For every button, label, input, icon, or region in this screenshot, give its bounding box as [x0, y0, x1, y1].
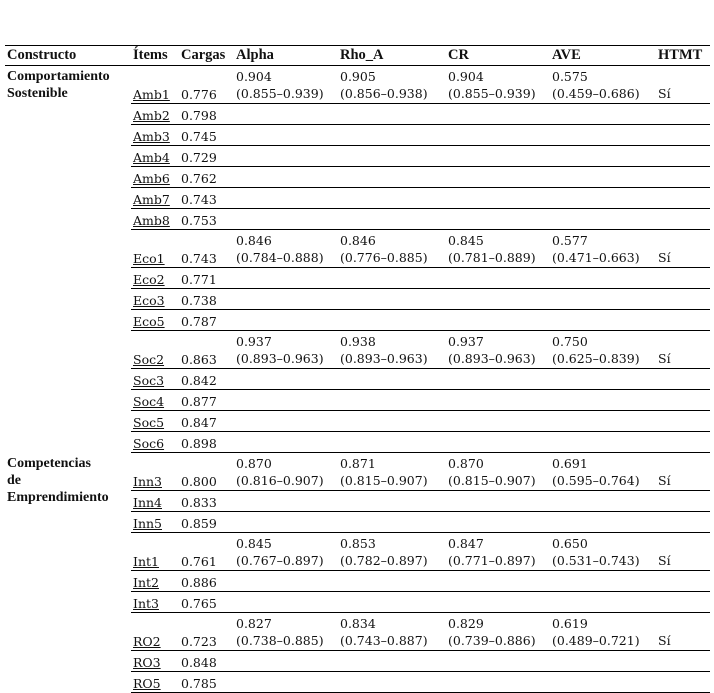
item-loading: 0.785	[179, 672, 234, 693]
stat-value: 0.937	[448, 334, 484, 349]
item-code: Amb4	[131, 146, 179, 167]
stat-ave	[550, 66, 656, 104]
stat-value: 0.871	[340, 456, 376, 471]
item-code: Eco5	[131, 310, 179, 331]
item-loading: 0.863	[179, 331, 234, 369]
empty-cell	[234, 571, 338, 592]
item-code: RO5	[131, 672, 179, 693]
stat-value: 0.845	[448, 233, 484, 248]
empty-cell	[234, 125, 338, 146]
item-code: Eco2	[131, 268, 179, 289]
item-code: Int1	[131, 533, 179, 571]
empty-cell	[234, 268, 338, 289]
empty-cell	[446, 209, 550, 230]
empty-cell	[338, 125, 446, 146]
item-loading: 0.745	[179, 125, 234, 146]
item-code: Amb2	[131, 104, 179, 125]
empty-cell	[338, 390, 446, 411]
empty-cell	[338, 592, 446, 613]
empty-cell	[550, 369, 656, 390]
empty-cell	[338, 571, 446, 592]
empty-cell	[446, 651, 550, 672]
stat-value: 0.853	[340, 536, 376, 551]
empty-cell	[656, 310, 710, 331]
table-row	[5, 453, 710, 491]
stat-interval: (0.767–0.897)	[236, 553, 324, 568]
empty-cell	[338, 512, 446, 533]
header-row	[5, 46, 710, 66]
construct-name-line: de	[7, 472, 21, 488]
stat-cr	[446, 613, 550, 651]
item-code: Int2	[131, 571, 179, 592]
empty-cell	[234, 672, 338, 693]
empty-cell	[446, 268, 550, 289]
empty-cell	[550, 411, 656, 432]
htmt-value: Sí	[656, 533, 710, 571]
empty-cell	[550, 209, 656, 230]
empty-cell	[446, 491, 550, 512]
stat-interval: (0.815–0.907)	[340, 473, 428, 488]
stat-interval: (0.776–0.885)	[340, 250, 428, 265]
item-code: Inn3	[131, 453, 179, 491]
empty-cell	[234, 146, 338, 167]
empty-cell	[656, 432, 710, 453]
empty-cell	[234, 369, 338, 390]
empty-cell	[446, 592, 550, 613]
stat-interval: (0.815–0.907)	[448, 473, 536, 488]
stat-cr	[446, 533, 550, 571]
construct-name-line: Emprendimiento	[7, 489, 109, 505]
empty-cell	[656, 651, 710, 672]
empty-cell	[446, 289, 550, 310]
header-ave: AVE	[550, 46, 656, 66]
item-loading: 0.765	[179, 592, 234, 613]
empty-cell	[446, 512, 550, 533]
empty-cell	[656, 672, 710, 693]
empty-cell	[234, 592, 338, 613]
stat-value: 0.619	[552, 616, 588, 631]
stat-interval: (0.739–0.886)	[448, 633, 536, 648]
item-code: Amb1	[131, 66, 179, 104]
stat-rho-a	[338, 613, 446, 651]
item-code: Eco3	[131, 289, 179, 310]
empty-cell	[338, 432, 446, 453]
item-code: Inn4	[131, 491, 179, 512]
stat-interval: (0.531–0.743)	[552, 553, 640, 568]
stat-value: 0.847	[448, 536, 484, 551]
empty-cell	[446, 104, 550, 125]
item-loading: 0.848	[179, 651, 234, 672]
htmt-value: Sí	[656, 331, 710, 369]
stat-ave	[550, 331, 656, 369]
empty-cell	[338, 310, 446, 331]
measurement-model-table	[5, 45, 710, 693]
empty-cell	[234, 411, 338, 432]
item-code: Soc2	[131, 331, 179, 369]
empty-cell	[234, 188, 338, 209]
empty-cell	[446, 125, 550, 146]
stat-cr	[446, 453, 550, 491]
stat-interval: (0.471–0.663)	[552, 250, 640, 265]
stat-interval: (0.743–0.887)	[340, 633, 428, 648]
empty-cell	[446, 188, 550, 209]
empty-cell	[234, 491, 338, 512]
empty-cell	[446, 310, 550, 331]
empty-cell	[550, 592, 656, 613]
htmt-value: Sí	[656, 613, 710, 651]
item-loading: 0.776	[179, 66, 234, 104]
empty-cell	[550, 167, 656, 188]
construct-name-line: Sostenible	[7, 86, 68, 101]
empty-cell	[234, 209, 338, 230]
empty-cell	[656, 125, 710, 146]
header-items: Ítems	[131, 46, 179, 66]
empty-cell	[446, 672, 550, 693]
empty-cell	[446, 369, 550, 390]
stat-interval: (0.625–0.839)	[552, 351, 640, 366]
header-cr: CR	[446, 46, 550, 66]
item-loading: 0.800	[179, 453, 234, 491]
stat-interval: (0.738–0.885)	[236, 633, 324, 648]
empty-cell	[656, 104, 710, 125]
header-constructo: Constructo	[5, 46, 131, 66]
empty-cell	[446, 432, 550, 453]
stat-alpha	[234, 230, 338, 268]
stat-cr	[446, 331, 550, 369]
stat-ave	[550, 613, 656, 651]
stat-alpha	[234, 533, 338, 571]
empty-cell	[656, 491, 710, 512]
stat-interval: (0.459–0.686)	[552, 86, 640, 101]
stat-interval: (0.782–0.897)	[340, 553, 428, 568]
item-loading: 0.833	[179, 491, 234, 512]
empty-cell	[234, 432, 338, 453]
empty-cell	[338, 104, 446, 125]
empty-cell	[656, 411, 710, 432]
item-code: Soc4	[131, 390, 179, 411]
stat-interval: (0.855–0.939)	[448, 86, 536, 101]
item-loading: 0.738	[179, 289, 234, 310]
item-loading: 0.859	[179, 512, 234, 533]
stat-value: 0.905	[340, 69, 376, 84]
stat-value: 0.691	[552, 456, 588, 471]
empty-cell	[656, 512, 710, 533]
empty-cell	[338, 167, 446, 188]
empty-cell	[550, 310, 656, 331]
stat-value: 0.904	[236, 69, 272, 84]
item-loading: 0.842	[179, 369, 234, 390]
empty-cell	[338, 491, 446, 512]
empty-cell	[656, 390, 710, 411]
htmt-value: Sí	[656, 66, 710, 104]
htmt-value: Sí	[656, 230, 710, 268]
item-loading: 0.877	[179, 390, 234, 411]
empty-cell	[446, 146, 550, 167]
item-loading: 0.743	[179, 188, 234, 209]
empty-cell	[234, 104, 338, 125]
empty-cell	[234, 390, 338, 411]
empty-cell	[446, 411, 550, 432]
empty-cell	[656, 268, 710, 289]
empty-cell	[550, 672, 656, 693]
empty-cell	[550, 146, 656, 167]
empty-cell	[338, 411, 446, 432]
stat-rho-a	[338, 533, 446, 571]
stat-rho-a	[338, 331, 446, 369]
empty-cell	[446, 571, 550, 592]
stat-alpha	[234, 66, 338, 104]
stat-value: 0.577	[552, 233, 588, 248]
item-loading: 0.753	[179, 209, 234, 230]
header-htmt: HTMT	[656, 46, 710, 66]
construct-name-line: Competencias	[7, 455, 91, 471]
empty-cell	[234, 167, 338, 188]
empty-cell	[338, 672, 446, 693]
empty-cell	[550, 188, 656, 209]
empty-cell	[234, 289, 338, 310]
empty-cell	[656, 146, 710, 167]
empty-cell	[338, 289, 446, 310]
stat-rho-a	[338, 453, 446, 491]
empty-cell	[550, 125, 656, 146]
stat-ave	[550, 453, 656, 491]
empty-cell	[550, 390, 656, 411]
stat-value: 0.870	[448, 456, 484, 471]
item-loading: 0.798	[179, 104, 234, 125]
stat-alpha	[234, 613, 338, 651]
empty-cell	[656, 167, 710, 188]
table-body	[5, 66, 710, 693]
stat-interval: (0.784–0.888)	[236, 250, 324, 265]
stat-interval: (0.893–0.963)	[340, 351, 428, 366]
empty-cell	[338, 369, 446, 390]
item-code: Amb7	[131, 188, 179, 209]
item-code: RO2	[131, 613, 179, 651]
item-code: Eco1	[131, 230, 179, 268]
empty-cell	[656, 369, 710, 390]
construct-name-line: Comportamiento	[7, 69, 110, 84]
stat-value: 0.938	[340, 334, 376, 349]
item-code: Soc3	[131, 369, 179, 390]
stat-interval: (0.781–0.889)	[448, 250, 536, 265]
item-code: RO3	[131, 651, 179, 672]
stat-value: 0.834	[340, 616, 376, 631]
stat-value: 0.870	[236, 456, 272, 471]
stat-value: 0.937	[236, 334, 272, 349]
empty-cell	[656, 188, 710, 209]
empty-cell	[656, 592, 710, 613]
empty-cell	[550, 268, 656, 289]
item-loading: 0.723	[179, 613, 234, 651]
empty-cell	[234, 310, 338, 331]
empty-cell	[338, 651, 446, 672]
item-loading: 0.771	[179, 268, 234, 289]
stat-interval: (0.489–0.721)	[552, 633, 640, 648]
stat-alpha	[234, 331, 338, 369]
stat-interval: (0.856–0.938)	[340, 86, 428, 101]
stat-cr	[446, 230, 550, 268]
stat-alpha	[234, 453, 338, 491]
stat-interval: (0.893–0.963)	[236, 351, 324, 366]
empty-cell	[656, 289, 710, 310]
stat-value: 0.650	[552, 536, 588, 551]
item-code: Int3	[131, 592, 179, 613]
item-code: Inn5	[131, 512, 179, 533]
empty-cell	[550, 432, 656, 453]
stat-value: 0.827	[236, 616, 272, 631]
empty-cell	[338, 268, 446, 289]
header-alpha: Alpha	[234, 46, 338, 66]
stat-ave	[550, 230, 656, 268]
empty-cell	[550, 491, 656, 512]
item-loading: 0.729	[179, 146, 234, 167]
item-loading: 0.762	[179, 167, 234, 188]
item-code: Amb8	[131, 209, 179, 230]
stat-value: 0.575	[552, 69, 588, 84]
item-loading: 0.898	[179, 432, 234, 453]
empty-cell	[234, 512, 338, 533]
item-loading: 0.787	[179, 310, 234, 331]
stat-interval: (0.771–0.897)	[448, 553, 536, 568]
item-loading: 0.761	[179, 533, 234, 571]
empty-cell	[550, 289, 656, 310]
empty-cell	[550, 104, 656, 125]
empty-cell	[338, 146, 446, 167]
stat-value: 0.846	[340, 233, 376, 248]
empty-cell	[550, 512, 656, 533]
empty-cell	[656, 571, 710, 592]
stat-interval: (0.855–0.939)	[236, 86, 324, 101]
item-code: Soc6	[131, 432, 179, 453]
stat-ave	[550, 533, 656, 571]
empty-cell	[656, 209, 710, 230]
empty-cell	[338, 188, 446, 209]
construct-name	[5, 66, 131, 453]
item-loading: 0.743	[179, 230, 234, 268]
stat-value: 0.829	[448, 616, 484, 631]
item-code: Amb3	[131, 125, 179, 146]
empty-cell	[446, 167, 550, 188]
item-loading: 0.886	[179, 571, 234, 592]
stat-interval: (0.595–0.764)	[552, 473, 640, 488]
item-code: Soc5	[131, 411, 179, 432]
stat-interval: (0.893–0.963)	[448, 351, 536, 366]
stat-interval: (0.816–0.907)	[236, 473, 324, 488]
table-row	[5, 66, 710, 104]
construct-name	[5, 453, 131, 693]
stat-value: 0.904	[448, 69, 484, 84]
stat-value: 0.845	[236, 536, 272, 551]
header-cargas: Cargas	[179, 46, 234, 66]
item-code: Amb6	[131, 167, 179, 188]
stat-value: 0.750	[552, 334, 588, 349]
empty-cell	[446, 390, 550, 411]
stat-rho-a	[338, 230, 446, 268]
header-rho-a: Rho_A	[338, 46, 446, 66]
htmt-value: Sí	[656, 453, 710, 491]
item-loading: 0.847	[179, 411, 234, 432]
empty-cell	[338, 209, 446, 230]
empty-cell	[550, 571, 656, 592]
stat-cr	[446, 66, 550, 104]
empty-cell	[550, 651, 656, 672]
results-table-container	[5, 45, 710, 693]
stat-rho-a	[338, 66, 446, 104]
empty-cell	[234, 651, 338, 672]
stat-value: 0.846	[236, 233, 272, 248]
